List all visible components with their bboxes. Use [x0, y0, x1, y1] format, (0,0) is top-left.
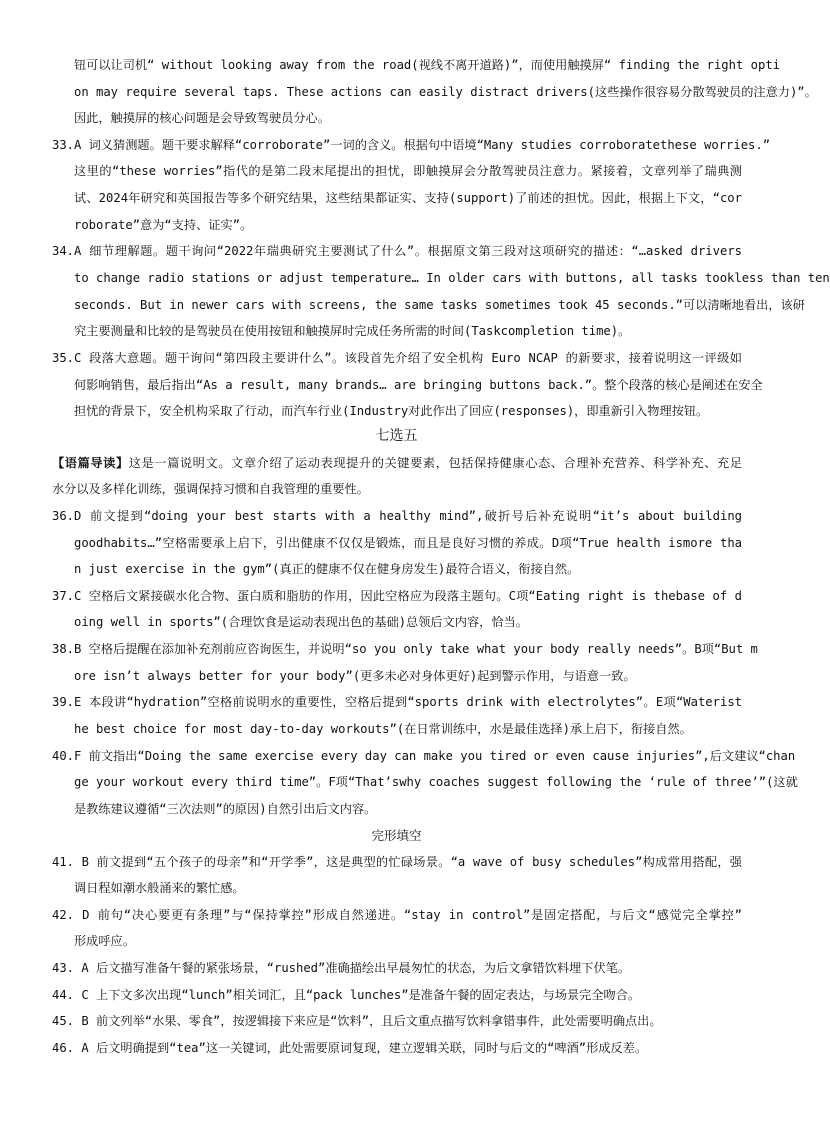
text-line — [74, 403, 742, 419]
line-text: 33.A 词义猜测题。题干要求解释“corroborate”一词的含义。根据句中语境“Many studies corroboratethese worries.” — [52, 138, 771, 152]
line-text: 45. B 前文列举“水果、零食”，按逻辑接下来应是“饮料”，且后文重点描写饮料拿错事件，此处需要明确点出。 — [52, 1014, 662, 1028]
line-text: ge your workout every third time”。F项“That’swhy coaches suggest following the ‘rule of three’”(这就 — [74, 775, 798, 789]
guide-label: 【语篇导读】 — [52, 456, 129, 470]
line-text: 究主要测量和比较的是驾驶员在使用按钮和触摸屏时完成任务所需的时间(Taskcompletion time)。 — [74, 324, 631, 338]
line-text: 这里的“these worries”指代的是第二段末尾提出的担忧，即触摸屏会分散驾驶员注意力。紧接着，文章列举了瑞典测 — [74, 164, 742, 178]
line-text: 39.E 本段讲“hydration”空格前说明水的重要性，空格后提到“sports drink with electrolytes”。E项“Waterist — [52, 695, 742, 709]
text-line — [74, 774, 798, 790]
text-line — [74, 57, 781, 73]
line-text: 42. D 前句“决心要更有条理”与“保持掌控”形成自然递进。“stay in control”是固定搭配，与后文“感觉完全掌控” — [52, 908, 742, 922]
line-text: 43. A 后文描写准备午餐的紧张场景，“rushed”准确描绘出早晨匆忙的状态，为后文拿错饮料埋下伏笔。 — [52, 961, 631, 975]
line-text: 担忧的背景下，安全机构采取了行动，而汽车行业(Industry对此作出了回应(responses)，即重新引入物理按钮。 — [74, 404, 709, 418]
line-text: 40.F 前文指出“Doing the same exercise every day can make you tired or even cause injuries”,后文建议“chan — [52, 749, 796, 763]
line-text: 41. B 前文提到“五个孩子的母亲”和“开学季”，这是典型的忙碌场景。“a wave of busy schedules”构成常用搭配，强 — [52, 855, 742, 869]
text-line — [74, 297, 805, 313]
line-text: 何影响销售，最后指出“As a result, many brands… are bringing buttons back.”。整个段落的核心是阐述在安全 — [74, 378, 763, 392]
line-text: 是教练建议遵循“三次法则”的原因)自然引出后文内容。 — [74, 802, 377, 816]
section-heading: 完形填空 — [371, 828, 422, 843]
text-line — [74, 614, 742, 630]
text-line — [52, 508, 742, 524]
line-text: 钮可以让司机“ without looking away from the road(视线不离开道路)”，而使用触摸屏“ finding the right opti — [74, 58, 781, 72]
line-text: he best choice for most day-to-day workouts”(在日常训练中，水是最佳选择)承上启下，衔接自然。 — [74, 722, 692, 736]
line-text: 调日程如潮水般涌来的繁忙感。 — [74, 881, 245, 895]
line-text: on may require several taps. These actions can easily distract drivers(这些操作很容易分散驾驶员的注意力)”。 — [74, 85, 817, 99]
line-text: oing well in sports”(合理饮食是运动表现出色的基础)总领后文内容，恰当。 — [74, 615, 528, 629]
text-line — [52, 1013, 742, 1029]
text-line — [74, 933, 742, 949]
line-text: seconds. But in newer cars with screens, the same tasks sometimes took 45 seconds.”可以清晰地看出，该研 — [74, 298, 805, 312]
line-text: 34.A 细节理解题。题干询问“2022年瑞典研究主要测试了什么”。根据原文第三段对这项研究的描述：“…asked drivers — [52, 244, 742, 258]
line-text: to change radio stations or adjust temperature… In older cars with buttons, all tasks tookless than ten — [74, 271, 830, 285]
text-line — [74, 323, 742, 339]
text-line — [52, 641, 758, 657]
line-text: 46. A 后文明确提到“tea”这一关键词，此处需要原词复现，建立逻辑关联，同时与后文的“啤酒”形成反差。 — [52, 1041, 648, 1055]
text-line — [52, 907, 742, 923]
text-line — [74, 270, 830, 286]
text-line — [52, 694, 742, 710]
line-text: 形成呼应。 — [74, 934, 135, 948]
text-line — [52, 481, 742, 497]
line-text: goodhabits…”空格需要承上启下，引出健康不仅仅是锻炼，而且是良好习惯的养成。D项“True health ismore tha — [74, 536, 742, 550]
text-line — [52, 854, 742, 870]
line-text: ore isn’t always better for your body”(更多未必对身体更好)起到警示作用，与语意一致。 — [74, 669, 636, 683]
line-text: 35.C 段落大意题。题干询问“第四段主要讲什么”。该段首先介绍了安全机构 Euro NCAP 的新要求，接着说明这一评级如 — [52, 351, 742, 365]
line-text: 44. C 上下文多次出现“lunch”相关词汇，且“pack lunches”是准备午餐的固定表达，与场景完全吻合。 — [52, 988, 641, 1002]
text-line — [74, 721, 742, 737]
text-line — [52, 987, 742, 1003]
text-line — [74, 535, 742, 551]
text-line — [74, 163, 742, 179]
text-line — [52, 588, 742, 604]
text-line — [74, 110, 742, 126]
text-line — [74, 880, 742, 896]
section-heading: 七选五 — [375, 428, 418, 444]
text-line — [52, 748, 796, 764]
line-text: 因此，触摸屏的核心问题是会导致驾驶员分心。 — [74, 111, 330, 125]
text-line — [74, 377, 763, 393]
line-text: n just exercise in the gym”(真正的健康不仅在健身房发生)最符合语义，衔接自然。 — [74, 562, 580, 576]
text-line — [74, 217, 742, 233]
line-text: 水分以及多样化训练，强调保持习惯和自我管理的重要性。 — [52, 482, 369, 496]
line-text: 36.D 前文提到“doing your best starts with a healthy mind”,破折号后补充说明“it’s about building — [52, 509, 742, 523]
text-line — [74, 668, 742, 684]
text-line — [52, 350, 742, 366]
text-line — [74, 84, 817, 100]
text-line — [74, 561, 742, 577]
text-line — [52, 137, 771, 153]
text-line — [52, 960, 742, 976]
line-text: 这是一篇说明文。文章介绍了运动表现提升的关键要素，包括保持健康心态、合理补充营养、科学补充、充足 — [128, 456, 743, 470]
text-line — [52, 455, 742, 471]
line-text: 37.C 空格后文紧接碳水化合物、蛋白质和脂肪的作用，因此空格应为段落主题句。C项“Eating right is thebase of d — [52, 589, 742, 603]
text-line — [74, 190, 742, 206]
line-text: 38.B 空格后提醒在添加补充剂前应咨询医生，并说明“so you only take what your body really needs”。B项“But m — [52, 642, 758, 656]
text-line — [52, 1040, 742, 1056]
text-line — [52, 243, 742, 259]
line-text: roborate”意为“支持、证实”。 — [74, 218, 253, 232]
text-line — [74, 801, 742, 817]
line-text: 试、2024年研究和英国报告等多个研究结果，这些结果都证实、支持(support)了前述的担忧。因此，根据上下文，“cor — [74, 191, 742, 205]
